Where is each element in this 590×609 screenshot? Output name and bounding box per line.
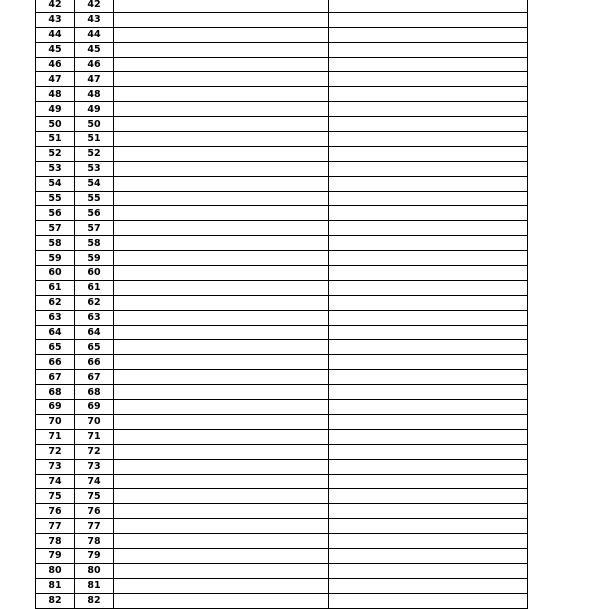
table-row xyxy=(36,563,528,578)
serial-number-cell: 62 xyxy=(36,295,75,310)
ward-name-cell xyxy=(114,593,329,608)
ward-number-cell: 44 xyxy=(75,27,114,42)
table-row xyxy=(36,519,528,534)
serial-number-cell: 59 xyxy=(36,251,75,266)
reservation-category-cell xyxy=(329,310,528,325)
reservation-category-cell xyxy=(329,593,528,608)
table-row xyxy=(36,102,528,117)
reservation-category-cell xyxy=(329,146,528,161)
reservation-category-cell xyxy=(329,27,528,42)
ward-number-cell: 73 xyxy=(75,459,114,474)
ward-name-cell xyxy=(114,27,329,42)
table-row xyxy=(36,534,528,549)
reservation-category-cell xyxy=(329,266,528,281)
ward-name-cell xyxy=(114,474,329,489)
reservation-category-cell xyxy=(329,280,528,295)
serial-number-cell: 45 xyxy=(36,42,75,57)
ward-name-cell xyxy=(114,236,329,251)
ward-name-cell xyxy=(114,0,329,12)
ward-name-cell xyxy=(114,102,329,117)
ward-number-cell: 42 xyxy=(75,0,114,12)
ward-number-cell: 59 xyxy=(75,251,114,266)
ward-name-cell xyxy=(114,459,329,474)
serial-number-cell: 75 xyxy=(36,489,75,504)
ward-number-cell: 52 xyxy=(75,146,114,161)
ward-name-cell xyxy=(114,191,329,206)
table-row xyxy=(36,429,528,444)
ward-name-cell xyxy=(114,534,329,549)
reservation-category-cell xyxy=(329,489,528,504)
reservation-category-cell xyxy=(329,355,528,370)
ward-number-cell: 57 xyxy=(75,221,114,236)
ward-name-cell xyxy=(114,117,329,132)
serial-number-cell: 63 xyxy=(36,310,75,325)
reservation-category-cell xyxy=(329,444,528,459)
ward-number-cell: 79 xyxy=(75,548,114,563)
ward-number-cell: 60 xyxy=(75,266,114,281)
ward-number-cell: 71 xyxy=(75,429,114,444)
serial-number-cell: 42 xyxy=(36,0,75,12)
serial-number-cell: 51 xyxy=(36,132,75,147)
serial-number-cell: 46 xyxy=(36,57,75,72)
serial-number-cell: 77 xyxy=(36,519,75,534)
ward-number-cell: 77 xyxy=(75,519,114,534)
reservation-category-cell xyxy=(329,474,528,489)
ward-number-cell: 66 xyxy=(75,355,114,370)
serial-number-cell: 73 xyxy=(36,459,75,474)
serial-number-cell: 52 xyxy=(36,146,75,161)
reservation-category-cell xyxy=(329,176,528,191)
ward-name-cell xyxy=(114,325,329,340)
reservation-category-cell xyxy=(329,400,528,415)
table-row xyxy=(36,340,528,355)
table-row xyxy=(36,146,528,161)
ward-number-cell: 46 xyxy=(75,57,114,72)
reservation-category-cell xyxy=(329,132,528,147)
reservation-category-cell xyxy=(329,102,528,117)
serial-number-cell: 70 xyxy=(36,414,75,429)
reservation-category-cell xyxy=(329,385,528,400)
table-row xyxy=(36,161,528,176)
ward-number-cell: 56 xyxy=(75,206,114,221)
reservation-category-cell xyxy=(329,504,528,519)
ward-number-cell: 54 xyxy=(75,176,114,191)
ward-number-cell: 69 xyxy=(75,400,114,415)
ward-number-cell: 61 xyxy=(75,280,114,295)
ward-name-cell xyxy=(114,355,329,370)
table-row xyxy=(36,325,528,340)
reservation-category-cell xyxy=(329,72,528,87)
ward-number-cell: 81 xyxy=(75,578,114,593)
reservation-category-cell xyxy=(329,370,528,385)
table-row xyxy=(36,414,528,429)
serial-number-cell: 80 xyxy=(36,563,75,578)
serial-number-cell: 76 xyxy=(36,504,75,519)
table-row xyxy=(36,57,528,72)
reservation-category-cell xyxy=(329,236,528,251)
ward-name-cell xyxy=(114,519,329,534)
ward-number-cell: 64 xyxy=(75,325,114,340)
ward-name-cell xyxy=(114,504,329,519)
reservation-category-cell xyxy=(329,161,528,176)
table-row xyxy=(36,578,528,593)
serial-number-cell: 71 xyxy=(36,429,75,444)
serial-number-cell: 58 xyxy=(36,236,75,251)
table-row xyxy=(36,593,528,608)
ward-name-cell xyxy=(114,414,329,429)
reservation-category-cell xyxy=(329,57,528,72)
table-row xyxy=(36,117,528,132)
table-row xyxy=(36,27,528,42)
ward-name-cell xyxy=(114,176,329,191)
ward-name-cell xyxy=(114,161,329,176)
ward-number-cell: 80 xyxy=(75,563,114,578)
reservation-category-cell xyxy=(329,191,528,206)
ward-name-cell xyxy=(114,385,329,400)
serial-number-cell: 47 xyxy=(36,72,75,87)
serial-number-cell: 67 xyxy=(36,370,75,385)
reservation-category-cell xyxy=(329,459,528,474)
serial-number-cell: 61 xyxy=(36,280,75,295)
serial-number-cell: 54 xyxy=(36,176,75,191)
ward-name-cell xyxy=(114,266,329,281)
ward-number-cell: 63 xyxy=(75,310,114,325)
ward-number-cell: 55 xyxy=(75,191,114,206)
reservation-category-cell xyxy=(329,563,528,578)
ward-name-cell xyxy=(114,429,329,444)
table-row xyxy=(36,385,528,400)
ward-name-cell xyxy=(114,87,329,102)
table-row xyxy=(36,459,528,474)
table-row xyxy=(36,251,528,266)
serial-number-cell: 68 xyxy=(36,385,75,400)
serial-number-cell: 82 xyxy=(36,593,75,608)
serial-number-cell: 50 xyxy=(36,117,75,132)
serial-number-cell: 57 xyxy=(36,221,75,236)
ward-number-cell: 65 xyxy=(75,340,114,355)
serial-number-cell: 69 xyxy=(36,400,75,415)
serial-number-cell: 60 xyxy=(36,266,75,281)
ward-reservation-table xyxy=(35,0,528,609)
serial-number-cell: 65 xyxy=(36,340,75,355)
table-row xyxy=(36,504,528,519)
table-row xyxy=(36,87,528,102)
ward-name-cell xyxy=(114,370,329,385)
serial-number-cell: 53 xyxy=(36,161,75,176)
ward-name-cell xyxy=(114,563,329,578)
ward-name-cell xyxy=(114,310,329,325)
table-row xyxy=(36,191,528,206)
ward-number-cell: 62 xyxy=(75,295,114,310)
reservation-category-cell xyxy=(329,221,528,236)
ward-number-cell: 53 xyxy=(75,161,114,176)
ward-number-cell: 68 xyxy=(75,385,114,400)
ward-name-cell xyxy=(114,340,329,355)
reservation-category-cell xyxy=(329,117,528,132)
ward-name-cell xyxy=(114,72,329,87)
table-row xyxy=(36,266,528,281)
ward-number-cell: 50 xyxy=(75,117,114,132)
table-row xyxy=(36,221,528,236)
ward-name-cell xyxy=(114,295,329,310)
ward-name-cell xyxy=(114,578,329,593)
ward-number-cell: 43 xyxy=(75,12,114,27)
ward-name-cell xyxy=(114,489,329,504)
table-row xyxy=(36,42,528,57)
ward-number-cell: 70 xyxy=(75,414,114,429)
reservation-category-cell xyxy=(329,414,528,429)
reservation-category-cell xyxy=(329,12,528,27)
serial-number-cell: 72 xyxy=(36,444,75,459)
serial-number-cell: 79 xyxy=(36,548,75,563)
ward-name-cell xyxy=(114,132,329,147)
serial-number-cell: 48 xyxy=(36,87,75,102)
ward-number-cell: 72 xyxy=(75,444,114,459)
ward-number-cell: 67 xyxy=(75,370,114,385)
serial-number-cell: 66 xyxy=(36,355,75,370)
ward-number-cell: 47 xyxy=(75,72,114,87)
table-row xyxy=(36,12,528,27)
ward-name-cell xyxy=(114,400,329,415)
ward-number-cell: 82 xyxy=(75,593,114,608)
table-row xyxy=(36,355,528,370)
table-row xyxy=(36,489,528,504)
reservation-category-cell xyxy=(329,0,528,12)
table-row xyxy=(36,236,528,251)
ward-number-cell: 76 xyxy=(75,504,114,519)
serial-number-cell: 81 xyxy=(36,578,75,593)
table-row xyxy=(36,0,528,12)
ward-name-cell xyxy=(114,57,329,72)
ward-number-cell: 49 xyxy=(75,102,114,117)
table-row xyxy=(36,370,528,385)
table-row xyxy=(36,310,528,325)
reservation-category-cell xyxy=(329,548,528,563)
ward-number-cell: 45 xyxy=(75,42,114,57)
ward-name-cell xyxy=(114,42,329,57)
reservation-category-cell xyxy=(329,251,528,266)
reservation-category-cell xyxy=(329,87,528,102)
table-row xyxy=(36,72,528,87)
ward-name-cell xyxy=(114,251,329,266)
table-row xyxy=(36,295,528,310)
ward-table-body xyxy=(36,0,528,608)
reservation-category-cell xyxy=(329,340,528,355)
ward-number-cell: 75 xyxy=(75,489,114,504)
serial-number-cell: 64 xyxy=(36,325,75,340)
ward-name-cell xyxy=(114,221,329,236)
ward-number-cell: 74 xyxy=(75,474,114,489)
reservation-category-cell xyxy=(329,42,528,57)
table-row xyxy=(36,444,528,459)
reservation-category-cell xyxy=(329,295,528,310)
serial-number-cell: 55 xyxy=(36,191,75,206)
serial-number-cell: 43 xyxy=(36,12,75,27)
ward-name-cell xyxy=(114,146,329,161)
reservation-category-cell xyxy=(329,429,528,444)
ward-name-cell xyxy=(114,280,329,295)
reservation-category-cell xyxy=(329,578,528,593)
table-row xyxy=(36,400,528,415)
serial-number-cell: 49 xyxy=(36,102,75,117)
reservation-category-cell xyxy=(329,534,528,549)
serial-number-cell: 78 xyxy=(36,534,75,549)
serial-number-cell: 56 xyxy=(36,206,75,221)
ward-name-cell xyxy=(114,12,329,27)
ward-name-cell xyxy=(114,548,329,563)
table-row xyxy=(36,132,528,147)
table-row xyxy=(36,280,528,295)
ward-name-cell xyxy=(114,444,329,459)
serial-number-cell: 44 xyxy=(36,27,75,42)
table-row xyxy=(36,474,528,489)
reservation-category-cell xyxy=(329,519,528,534)
table-row xyxy=(36,548,528,563)
table-row xyxy=(36,206,528,221)
ward-number-cell: 58 xyxy=(75,236,114,251)
ward-number-cell: 48 xyxy=(75,87,114,102)
ward-number-cell: 78 xyxy=(75,534,114,549)
ward-name-cell xyxy=(114,206,329,221)
serial-number-cell: 74 xyxy=(36,474,75,489)
table-row xyxy=(36,176,528,191)
reservation-category-cell xyxy=(329,206,528,221)
ward-number-cell: 51 xyxy=(75,132,114,147)
reservation-category-cell xyxy=(329,325,528,340)
